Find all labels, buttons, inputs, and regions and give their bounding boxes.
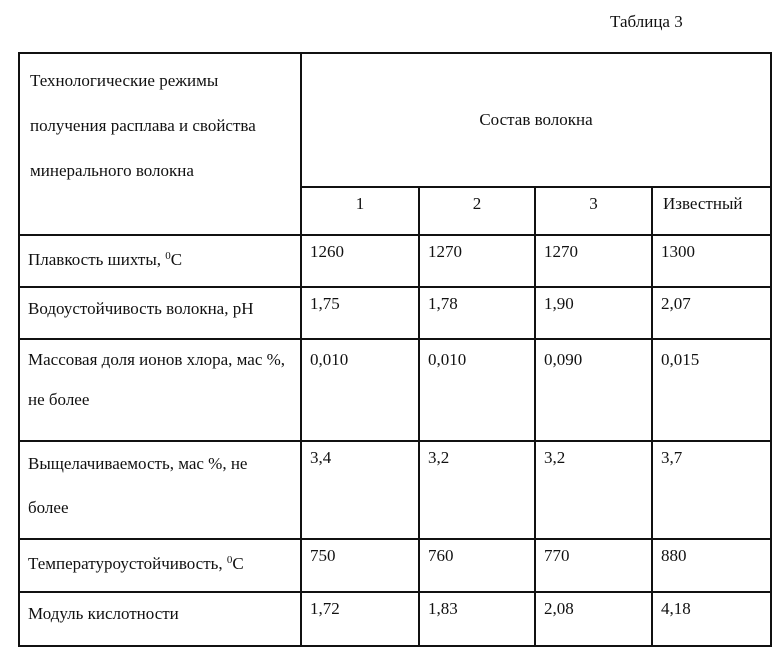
table-cell: 3,7: [652, 441, 771, 539]
table-cell: 880: [652, 539, 771, 592]
table-cell: 1270: [535, 235, 652, 287]
row-label-text: Температуроустойчивость,: [28, 554, 227, 573]
table-cell: 2,07: [652, 287, 771, 339]
row-label: Выщелачиваемость, мас %, не более: [19, 441, 301, 539]
header-row: [19, 53, 771, 187]
row-label-text: Плавкость шихты,: [28, 250, 166, 269]
table-cell: 1270: [419, 235, 535, 287]
row-label: [19, 235, 301, 287]
table-row: [19, 235, 771, 287]
table-cell: 1,90: [535, 287, 652, 339]
table-row: [19, 339, 771, 441]
column-header-known: Известный: [652, 187, 771, 235]
table-caption: Таблица 3: [610, 12, 683, 31]
degree-sup: 0: [165, 250, 171, 262]
table-cell: 0,015: [652, 339, 771, 441]
table-cell: 770: [535, 539, 652, 592]
column-header-2: 2: [419, 187, 535, 235]
table-cell: 3,2: [419, 441, 535, 539]
table-cell: 750: [301, 539, 419, 592]
row-label: Модуль кислотности: [19, 592, 301, 646]
table-cell: 1,75: [301, 287, 419, 339]
table-cell: 1300: [652, 235, 771, 287]
table-row: [19, 287, 771, 339]
row-label: [19, 539, 301, 592]
header-group-cell: Состав волокна: [301, 53, 771, 187]
table-cell: 1,72: [301, 592, 419, 646]
table-cell: 3,4: [301, 441, 419, 539]
properties-table: [18, 52, 772, 647]
header-stub-cell: Технологические режимы получения расплава и свойства минерального волокна: [19, 53, 301, 235]
degree-sup: 0: [226, 554, 233, 566]
table-row: [19, 592, 771, 646]
table-cell: 1,83: [419, 592, 535, 646]
row-label: Водоустойчивость волокна, pH: [19, 287, 301, 339]
table-cell: 760: [419, 539, 535, 592]
unit-text: С: [170, 250, 183, 269]
table-cell: 0,010: [419, 339, 535, 441]
table-row: [19, 539, 771, 592]
table-cell: 1260: [301, 235, 419, 287]
column-header-1: 1: [301, 187, 419, 235]
table-cell: 1,78: [419, 287, 535, 339]
table-row: [19, 441, 771, 539]
unit-text: С: [232, 554, 244, 573]
table-cell: 2,08: [535, 592, 652, 646]
column-header-3: 3: [535, 187, 652, 235]
table-cell: 3,2: [535, 441, 652, 539]
table-cell: 4,18: [652, 592, 771, 646]
row-label: Массовая доля ионов хлора, мас %, не более: [19, 339, 301, 441]
table-cell: 0,010: [301, 339, 419, 441]
table-cell: 0,090: [535, 339, 652, 441]
